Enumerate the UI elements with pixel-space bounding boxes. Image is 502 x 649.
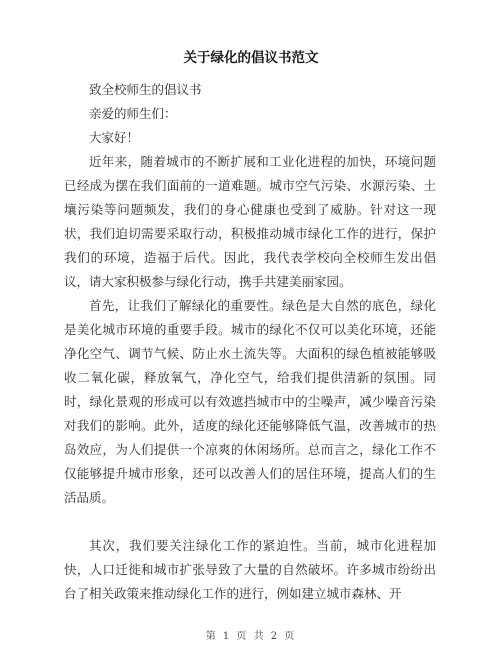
document-subtitle: 致全校师生的倡议书 (89, 82, 202, 97)
paragraph-3: 其次，我们要关注绿化工作的紧迫性。当前，城市化进程加快，人口迁徙和城市扩张导致了大量的自然破坏。许多城市纷纷出台了相关政策来推动绿化工作的进行，例如建立城市森林、开 (64, 538, 436, 601)
paragraph-2: 首先，让我们了解绿化的重要性。绿色是大自然的底色，绿化是美化城市环境的重要手段。城市的绿化不仅可以美化环境，还能净化空气、调节气候、防止水土流失等。大面积的绿色植被能够吸收二氧化碳，释放氧气，净化空气，给我们提供清新的氛围。同时，绿化景观的形成可以有效遮挡城市中的尘噪声，减少噪音污染对我们的影响。此外，适度的绿化还能够降低气温，改善城市的热岛效应，为人们提供一个凉爽的休闲场所。总而言之，绿化工作不仅能够提升城市形象，还可以改善人们的居住环境，提高人们的生活品质。 (64, 298, 436, 505)
paragraph-1: 近年来，随着城市的不断扩展和工业化进程的加快，环境问题已经成为摆在我们面前的一道难题。城市空气污染、水源污染、土壤污染等问题频发，我们的身心健康也受到了威胁。针对这一现状，我们迫切需要采取行动，积极推动城市绿化工作的进行，保护我们的环境，造福于后代。因此，我代表学校向全校师生发出倡议，请大家积极参与绿化行动，携手共建美丽家园。 (64, 154, 436, 289)
document-title: 关于绿化的倡议书范文 (183, 50, 319, 66)
greeting: 大家好！ (89, 130, 140, 145)
salutation: 亲爱的师生们： (89, 106, 177, 121)
page-footer: 第 1 页 共 2 页 (205, 631, 297, 642)
